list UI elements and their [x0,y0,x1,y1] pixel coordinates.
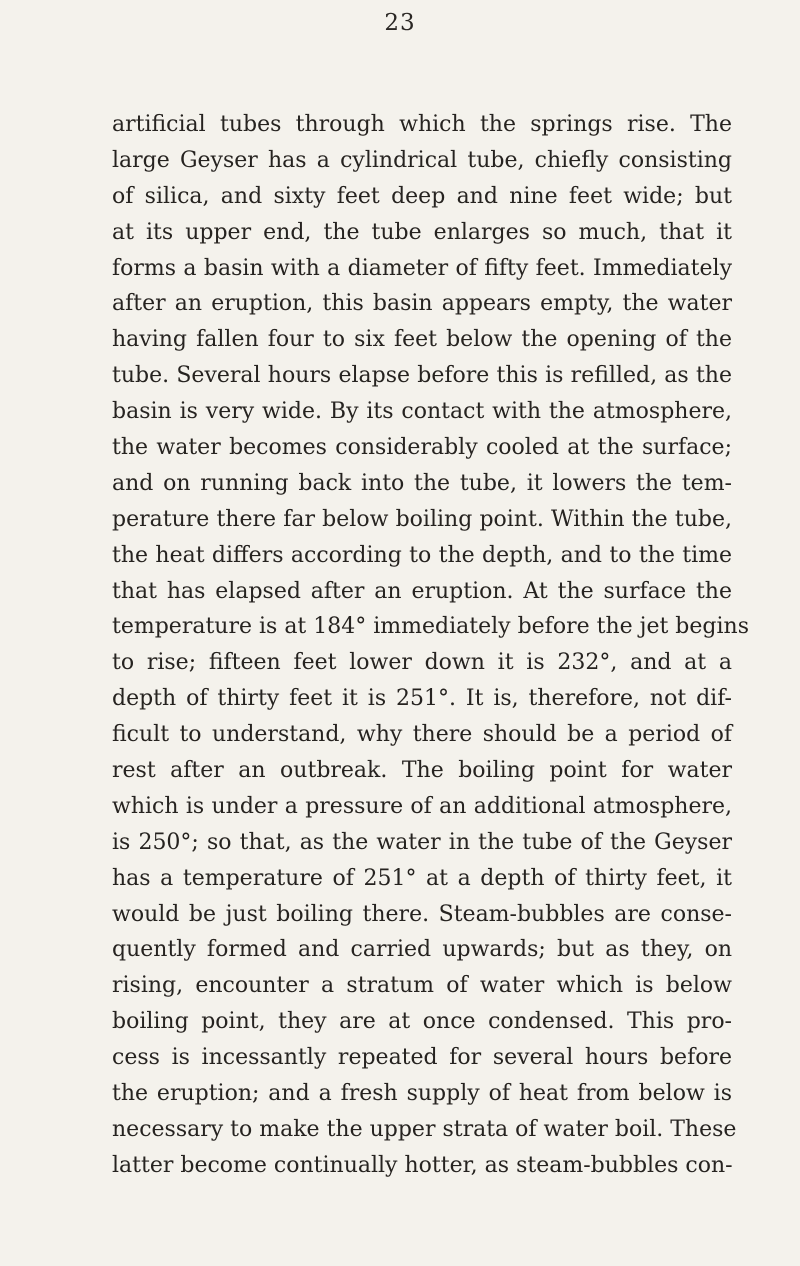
text-line: has a temperature of 251° at a depth of thirty feet, it [112,865,732,891]
text-line: the heat differs according to the depth, and to the time [112,542,732,568]
body-text [112,107,749,1184]
text-line: having fallen four to six feet below the opening of the [112,327,732,353]
text-line: necessary to make the upper strata of water boil. These [112,1116,737,1142]
text-line: and on running back into the tube, it lowers the tem- [112,470,732,496]
text-line: which is under a pressure of an additional atmosphere, [112,793,732,819]
text-line: of silica, and sixty feet deep and nine feet wide; but [112,183,732,209]
text-line: latter become continually hotter, as steam-bubbles con- [112,1152,733,1178]
text-line: tube. Several hours elapse before this is refilled, as the [112,363,732,389]
text-line: is 250°; so that, as the water in the tube of the Geyser [112,829,732,855]
text-line: would be just boiling there. Steam-bubbles are conse- [112,901,732,927]
text-line: that has elapsed after an eruption. At the surface the [112,578,732,604]
text-line: cess is incessantly repeated for several hours before [112,1045,732,1071]
text-line: the water becomes considerably cooled at the surface; [112,435,732,461]
text-line: forms a basin with a diameter of fifty feet. Immediately [112,255,732,281]
text-line: depth of thirty feet it is 251°. It is, therefore, not dif- [112,686,732,712]
text-line: at its upper end, the tube enlarges so much, that it [112,219,732,245]
text-line: quently formed and carried upwards; but as they, on [112,937,732,963]
text-line: perature there far below boiling point. Within the tube, [112,506,732,532]
text-line: artificial tubes through which the springs rise. The [112,112,732,137]
text-line: rest after an outbreak. The boiling point for water [112,758,732,784]
text-line: after an eruption, this basin appears empty, the water [112,291,732,317]
text-line: basin is very wide. By its contact with the atmosphere, [112,399,732,425]
text-line: rising, encounter a stratum of water which is below [112,973,732,999]
text-line: to rise; fifteen feet lower down it is 232°, and at a [112,650,732,676]
text-line: ficult to understand, why there should be a period of [112,722,732,748]
page-number: 23 [384,10,416,36]
text-line: boiling point, they are at once condensed. This pro- [112,1009,732,1035]
text-line: large Geyser has a cylindrical tube, chiefly consisting [112,147,732,173]
text-line: temperature is at 184° immediately before the jet begins [112,614,749,640]
text-line: the eruption; and a fresh supply of heat from below is [112,1081,732,1107]
